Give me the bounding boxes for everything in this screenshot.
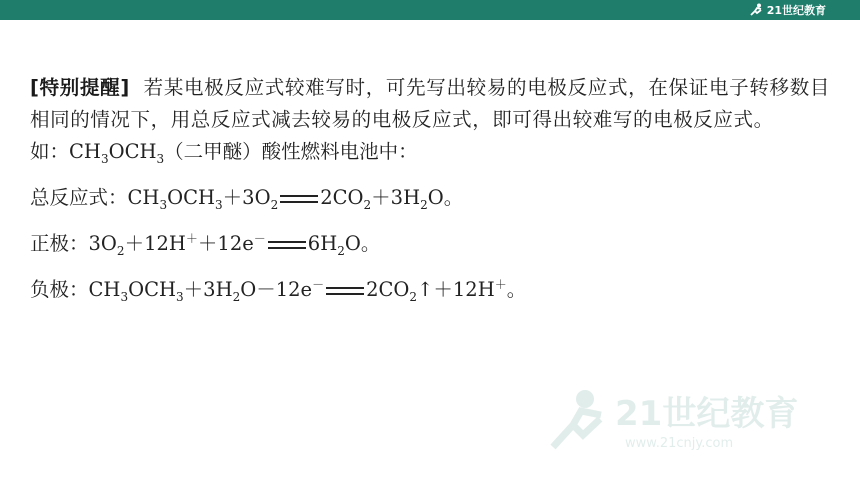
example-prefix: 如：	[30, 140, 70, 163]
equal-sign	[280, 195, 318, 203]
positive-electrode-line	[30, 228, 830, 260]
header-bar	[0, 0, 860, 20]
equal-sign	[268, 241, 306, 249]
positive-label: 正极：	[30, 232, 89, 255]
main-content	[30, 72, 830, 306]
equal-sign	[326, 287, 364, 295]
fuel-description: （二甲醚）酸性燃料电池中：	[164, 140, 418, 163]
total-reaction-line	[30, 182, 830, 214]
tip-text: 若某电极反应式较难写时，可先写出较易的电极反应式，在保证电子转移数目相同的情况下，用总反应式减去较易的电极反应式，即可得出较难写的电极反应式。	[30, 76, 830, 131]
runner-icon	[748, 3, 764, 17]
positive-equation: $3O_2+12H^++12e^-$ $6H_2O$。	[88, 231, 381, 258]
brand-logo	[748, 3, 826, 17]
logo-text: 21世纪教育	[766, 4, 826, 17]
watermark	[545, 385, 835, 455]
negative-electrode-line	[30, 274, 830, 306]
total-equation: $CH_3OCH_3+3O_2$ $2CO_2+3H_2O$。	[127, 186, 464, 212]
example-line	[30, 136, 830, 168]
total-label: 总反应式：	[30, 186, 128, 209]
watermark-url: www.21cnjy.com	[625, 436, 734, 451]
negative-equation: $CH_3OCH_3+3H_2O-12e^-$ $2CO_2↑+12H^+$。	[88, 277, 527, 304]
negative-label: 负极：	[30, 278, 89, 301]
tip-paragraph	[30, 72, 830, 136]
watermark-text: 21世纪教育	[615, 394, 799, 434]
tip-label: [特别提醒]	[30, 76, 130, 99]
fuel-formula: $CH_3OCH_3$	[69, 140, 165, 166]
watermark-runner-icon	[545, 385, 835, 455]
